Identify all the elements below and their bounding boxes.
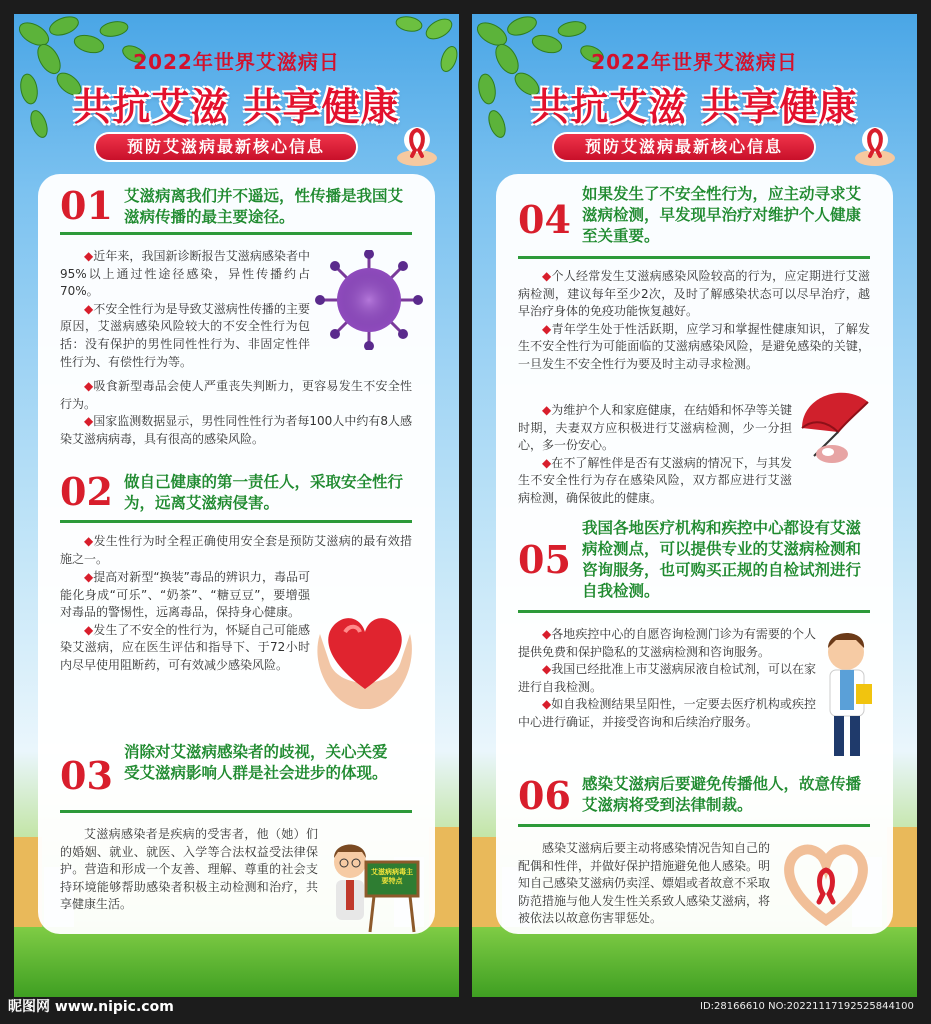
section-title: 消除对艾滋病感染者的歧视，关心关爱受艾滋病影响人群是社会进步的体现。 (124, 743, 388, 782)
umbrella-icon (794, 382, 880, 466)
section-number: 06 (518, 773, 571, 818)
watermark-logo: 昵图网 www.nipic.com (8, 999, 174, 1015)
section-divider (518, 824, 870, 827)
subtitle-ribbon: 预防艾滋病最新核心信息 (96, 134, 356, 160)
heart-in-hands-icon (310, 594, 420, 714)
paragraph: 个人经常发生艾滋病感染风险较高的行为，应定期进行艾滋病检测，建议每年至少2次，及时了解感染状态可以尽早治疗，越早治疗身体的免疫功能恢复越好。 (518, 269, 870, 319)
section-02-body-narrow: ◆提高对新型“换装”毒品的辨识力，毒品可能化身成“可乐”、“奶茶”、“糖豆豆”，要增强对毒品的警惕性，远离毒品，保持身心健康。 ◆发生了不安全的性行为，怀疑自己可能感染艾滋病，应在医生评估和指导下、于72小时内尽早使用阻断药，可有效减少感染风险。 (60, 570, 310, 672)
section-title: 艾滋病离我们并不遥远，性传播是我国艾滋病传播的最主要途径。 (124, 187, 404, 226)
paragraph: 为维护个人和家庭健康，在结婚和怀孕等关键时期，夫妻双方应积极进行艾滋病检测，少一分担心，多一份安心。 (518, 403, 792, 453)
section-divider (60, 520, 412, 523)
paragraph: 感染艾滋病后要主动将感染情况告知自己的配偶和性伴，并做好保护措施避免他人感染。明知自己感染艾滋病仍卖淫、嫖娼或者故意不采取防范措施与他人发生性关系致人感染艾滋病，将被依法以故意伤害罪惩处。 (518, 841, 771, 926)
section-divider (60, 232, 412, 235)
poster-header (14, 14, 459, 184)
section-05-body: ◆各地疾控中心的自愿咨询检测门诊为有需要的个人提供免费和保护隐私的艾滋病检测和咨询服务。 ◆我国已经批准上市艾滋病尿液自检试剂，可以在家进行自我检测。 ◆如自我检测结果呈阳性，一定要去医疗机构或疾控中心进行确证，并接受咨询和后续治疗服务。 (518, 627, 816, 729)
grass-decoration (14, 927, 459, 997)
paragraph: 各地疾控中心的自愿咨询检测门诊为有需要的个人提供免费和保护隐私的艾滋病检测和咨询服务。 (518, 627, 816, 659)
paragraph: 近年来，我国新诊断报告艾滋病感染者中95%以上通过性途径感染，异性传播约占70%。 (60, 249, 310, 299)
section-02-header (60, 469, 420, 514)
teacher-board-illustration (316, 832, 420, 936)
paragraph: 吸食新型毒品会使人严重丧失判断力，更容易发生不安全性行为。 (60, 379, 412, 411)
year-title: 2022年世界艾滋病日 (133, 50, 340, 74)
section-number: 02 (60, 469, 113, 514)
paragraph: 不安全性行为是导致艾滋病性传播的主要原因，艾滋病感染风险较大的不安全性行为包括：没有保护的男性同性性行为、非固定性伴性行为、有偿性行为等。 (60, 301, 310, 369)
section-title: 感染艾滋病后要避免传播他人，故意传播艾滋病将受到法律制裁。 (582, 775, 862, 814)
section-number: 05 (518, 537, 571, 582)
heart-hands-ribbon-icon (778, 840, 874, 926)
paragraph: 国家监测数据显示，男性同性性行为者每100人中约有8人感染艾滋病病毒，具有很高的感染风险。 (60, 414, 413, 446)
section-04-body: ◆个人经常发生艾滋病感染风险较高的行为，应定期进行艾滋病检测，建议每年至少2次，及时了解感染状态可以尽早治疗，越早治疗身体的免疫功能恢复越好。 ◆青年学生处于性活跃期，应学习和掌握性健康知识，了解发生不安全性行为可能面临的艾滋病感染风险，是避免感染的关键，一旦发生不安全性行为要及时主动寻求检测。 (518, 269, 870, 371)
section-divider (518, 610, 870, 613)
slogan: 共抗艾滋 共享健康 (73, 85, 400, 129)
doctor-icon (816, 626, 880, 760)
section-04-body-narrow: ◆为维护个人和家庭健康，在结婚和怀孕等关键时期，夫妻双方应积极进行艾滋病检测，少一分担心，多一份安心。 ◆在不了解性伴是否有艾滋病的情况下，与其发生不安全性行为存在感染风险，双方都应进行艾滋病检测，确保彼此的健康。 (518, 403, 792, 505)
section-02-body: ◆发生性行为时全程正确使用安全套是预防艾滋病的最有效措施之一。 (60, 534, 412, 566)
section-03-header (60, 742, 420, 796)
paragraph: 我国已经批准上市艾滋病尿液自检试剂，可以在家进行自我检测。 (518, 662, 816, 694)
watermark-id: ID:28166610 NO:20221117192525844100 (700, 1001, 914, 1012)
paragraph: 艾滋病感染者是疾病的受害者，他（她）们的婚姻、就业、就医、入学等合法权益受法律保护。营造和形成一个友善、理解、尊重的社会支持环境能够帮助感染者积极主动检测和治疗，共享健康生活。 (60, 827, 318, 912)
paragraph: 青年学生处于性活跃期，应学习和掌握性健康知识，了解发生不安全性行为可能面临的艾滋病感染风险，是避免感染的关键，一旦发生不安全性行为要及时主动寻求检测。 (518, 321, 870, 371)
section-06-header (518, 774, 878, 816)
paragraph: 在不了解性伴是否有艾滋病的情况下，与其发生不安全性行为存在感染风险，双方都应进行艾滋病检测，确保彼此的健康。 (518, 455, 792, 505)
section-04-header (518, 184, 878, 247)
paragraph: 发生性行为时全程正确使用安全套是预防艾滋病的最有效措施之一。 (60, 534, 412, 566)
section-05-header (518, 518, 878, 602)
poster-left (14, 14, 459, 997)
poster-header (472, 14, 917, 184)
section-number: 01 (60, 183, 113, 228)
section-title: 我国各地医疗机构和疾控中心都设有艾滋病检测点，可以提供专业的艾滋病检测和咨询服务，也可购买正规的自检试剂进行自我检测。 (582, 519, 862, 600)
red-ribbon-hands-icon (852, 122, 898, 168)
paragraph: 发生了不安全的性行为，怀疑自己可能感染艾滋病，应在医生评估和指导下、于72小时内尽早使用阻断药，可有效减少感染风险。 (60, 622, 310, 672)
section-03-body (60, 826, 318, 914)
section-divider (518, 256, 870, 259)
board-label: 艾滋病病毒主要特点 (371, 868, 413, 885)
year-title: 2022年世界艾滋病日 (591, 50, 798, 74)
subtitle-ribbon: 预防艾滋病最新核心信息 (554, 134, 814, 160)
section-01-body-wide: ◆吸食新型毒品会使人严重丧失判断力，更容易发生不安全性行为。 ◆国家监测数据显示，男性同性性行为者每100人中约有8人感染艾滋病病毒，具有很高的感染风险。 (60, 379, 413, 446)
virus-icon (314, 250, 424, 350)
paragraph: 如自我检测结果呈阳性，一定要去医疗机构或疾控中心进行确证，并接受咨询和后续治疗服务。 (518, 697, 816, 729)
grass-decoration (472, 927, 917, 997)
red-ribbon-hands-icon (394, 122, 440, 168)
section-number: 04 (518, 197, 571, 242)
section-number: 03 (60, 753, 113, 798)
section-01-body: ◆近年来，我国新诊断报告艾滋病感染者中95%以上通过性途径感染，异性传播约占70%。 ◆不安全性行为是导致艾滋病性传播的主要原因，艾滋病感染风险较大的不安全性行为包括：没有保护的男性同性性行为、非固定性伴性行为、有偿性行为等。 (60, 249, 310, 369)
poster-right (472, 14, 917, 997)
paragraph: 提高对新型“换装”毒品的辨识力，毒品可能化身成“可乐”、“奶茶”、“糖豆豆”，要增强对毒品的警惕性，远离毒品，保持身心健康。 (60, 570, 310, 620)
section-title: 做自己健康的第一责任人，采取安全性行为，远离艾滋病侵害。 (124, 473, 404, 512)
slogan: 共抗艾滋 共享健康 (531, 85, 858, 129)
section-title: 如果发生了不安全性行为，应主动寻求艾滋病检测，早发现早治疗对维护个人健康至关重要。 (582, 185, 862, 245)
section-divider (60, 810, 412, 813)
section-01-header (60, 183, 420, 228)
